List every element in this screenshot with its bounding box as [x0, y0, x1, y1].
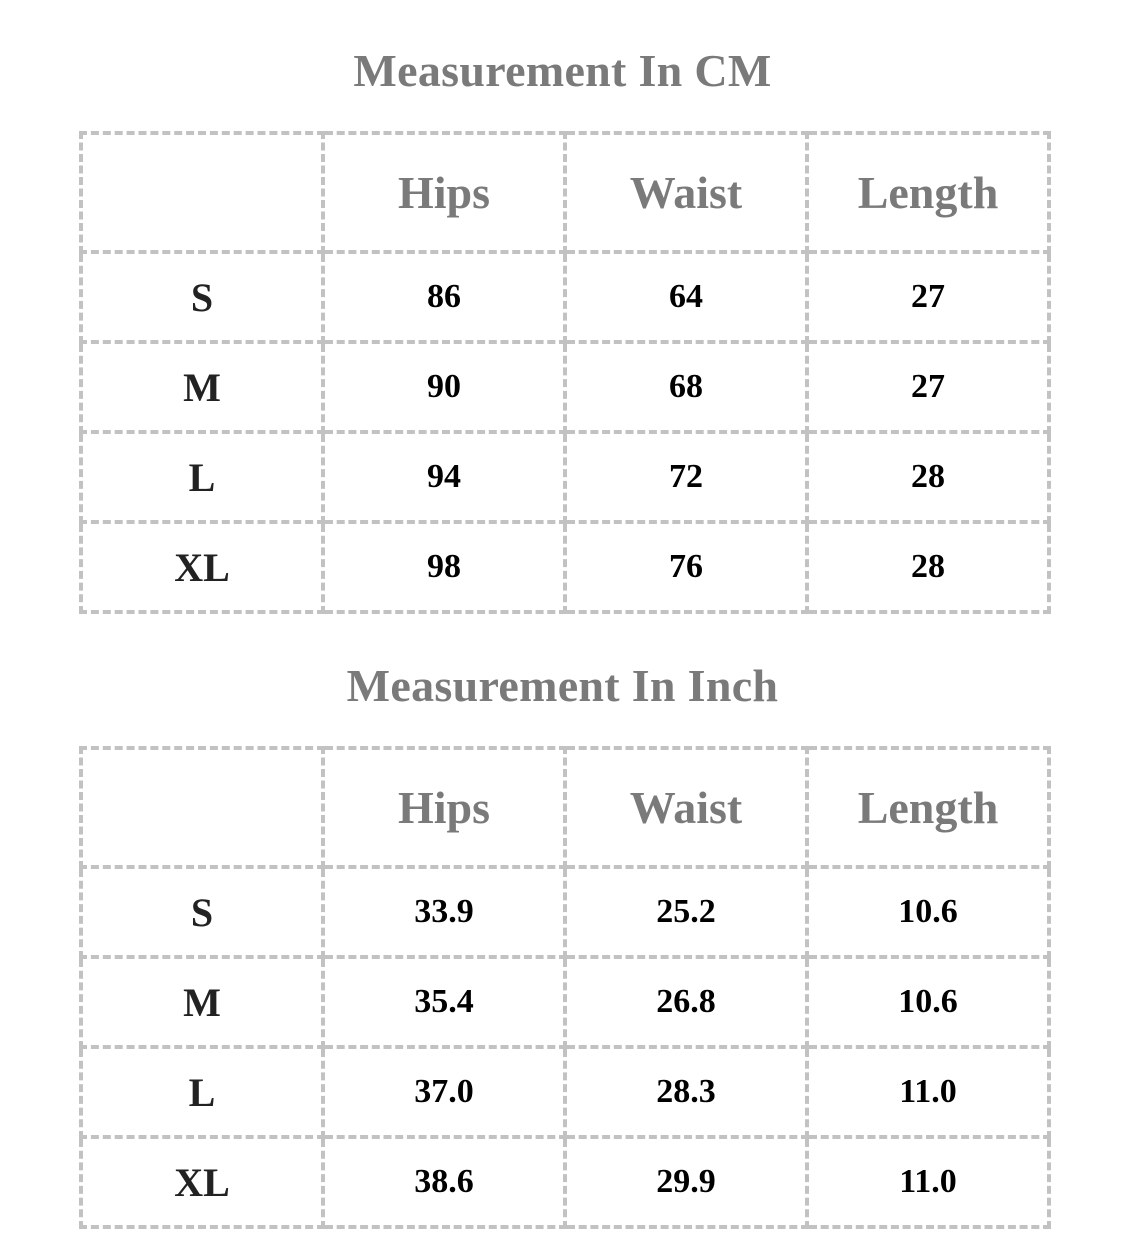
waist-value: 72	[565, 432, 807, 522]
table-row	[81, 957, 1049, 1047]
header-hips: Hips	[323, 133, 565, 252]
length-value: 27	[807, 252, 1049, 342]
cm-table-title: Measurement In CM	[353, 45, 772, 96]
header-waist: Waist	[565, 748, 807, 867]
hips-value: 38.6	[323, 1137, 565, 1227]
table-row	[81, 342, 1049, 432]
header-empty-cell	[81, 748, 323, 867]
size-label: L	[81, 1047, 323, 1137]
length-value: 11.0	[807, 1047, 1049, 1137]
length-value: 28	[807, 432, 1049, 522]
size-label: M	[81, 342, 323, 432]
hips-value: 90	[323, 342, 565, 432]
waist-value: 64	[565, 252, 807, 342]
waist-value: 26.8	[565, 957, 807, 1047]
length-value: 11.0	[807, 1137, 1049, 1227]
hips-value: 98	[323, 522, 565, 612]
table-row	[81, 252, 1049, 342]
size-label: XL	[81, 1137, 323, 1227]
table-row	[81, 522, 1049, 612]
inch-size-table	[79, 746, 1051, 1229]
size-label: L	[81, 432, 323, 522]
size-label: M	[81, 957, 323, 1047]
table-row	[81, 1137, 1049, 1227]
waist-value: 28.3	[565, 1047, 807, 1137]
header-hips: Hips	[323, 748, 565, 867]
table-row	[81, 1047, 1049, 1137]
table-row	[81, 867, 1049, 957]
length-value: 27	[807, 342, 1049, 432]
hips-value: 37.0	[323, 1047, 565, 1137]
header-empty-cell	[81, 133, 323, 252]
hips-value: 86	[323, 252, 565, 342]
hips-value: 35.4	[323, 957, 565, 1047]
inch-table-title: Measurement In Inch	[346, 660, 779, 711]
length-value: 28	[807, 522, 1049, 612]
hips-value: 94	[323, 432, 565, 522]
table-row	[81, 432, 1049, 522]
waist-value: 68	[565, 342, 807, 432]
waist-value: 25.2	[565, 867, 807, 957]
table-header-row	[81, 133, 1049, 252]
header-length: Length	[807, 748, 1049, 867]
header-waist: Waist	[565, 133, 807, 252]
hips-value: 33.9	[323, 867, 565, 957]
size-label: S	[81, 252, 323, 342]
size-label: S	[81, 867, 323, 957]
length-value: 10.6	[807, 957, 1049, 1047]
waist-value: 29.9	[565, 1137, 807, 1227]
size-label: XL	[81, 522, 323, 612]
cm-size-table	[79, 131, 1051, 614]
waist-value: 76	[565, 522, 807, 612]
header-length: Length	[807, 133, 1049, 252]
table-header-row	[81, 748, 1049, 867]
length-value: 10.6	[807, 867, 1049, 957]
